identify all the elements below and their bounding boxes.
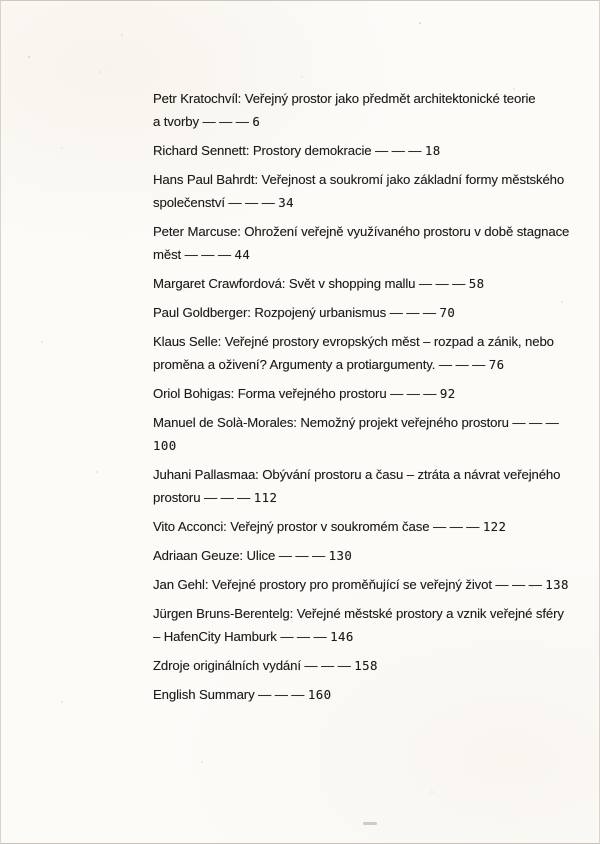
toc-line-text: Richard Sennett: Prostory demokracie — — — [153, 143, 425, 158]
page-number: 44 [234, 247, 251, 262]
toc-line [153, 602, 573, 625]
toc-line-text: Adriaan Geuze: Ulice — — — [153, 548, 329, 563]
toc-line-text: společenství — — — [153, 195, 279, 210]
toc-line [153, 434, 573, 457]
toc-line [153, 301, 573, 324]
page-number: 100 [153, 438, 177, 453]
page-number: 6 [252, 114, 261, 129]
toc-line-text: Petr Kratochvíl: Veřejný prostor jako předmět architektonické teorie [153, 91, 536, 106]
toc-entry [153, 515, 573, 538]
page-number: 76 [488, 357, 505, 372]
toc-entry [153, 87, 573, 133]
toc-line-text: Paul Goldberger: Rozpojený urbanismus — — — [153, 305, 440, 320]
toc-entry [153, 220, 573, 266]
toc-line [153, 654, 573, 677]
toc-line-text: Vito Acconci: Veřejný prostor v soukromém čase — — — [153, 519, 483, 534]
scan-smudge [363, 822, 377, 825]
toc-line [153, 544, 573, 567]
page-number: 138 [545, 577, 569, 592]
toc-line [153, 573, 573, 596]
page-number: 58 [468, 276, 485, 291]
toc-entry [153, 301, 573, 324]
page-number: 146 [330, 629, 354, 644]
page-number: 112 [253, 490, 278, 505]
toc-line-text: English Summary — — — [153, 687, 308, 702]
toc-entry [153, 168, 573, 214]
toc-line [153, 110, 573, 133]
toc-line [153, 411, 573, 434]
toc-line-text: měst — — — [153, 247, 235, 262]
toc-line-text: Margaret Crawfordová: Svět v shopping mallu — — — [153, 276, 469, 291]
page-number: 34 [278, 195, 294, 210]
toc-line-text: Jürgen Bruns-Berentelg: Veřejné městské prostory a vznik veřejné sféry [153, 606, 564, 621]
toc-line [153, 353, 573, 376]
toc-line [153, 272, 573, 295]
toc-entry [153, 411, 573, 457]
toc-line [153, 191, 573, 214]
toc-line-text: Oriol Bohigas: Forma veřejného prostoru — — — [153, 386, 440, 401]
toc-line [153, 683, 573, 706]
toc-line [153, 382, 573, 405]
toc-entry [153, 272, 573, 295]
toc-entry [153, 330, 573, 376]
paper-speckles [1, 1, 3, 3]
toc-line-text: Peter Marcuse: Ohrožení veřejně využívaného prostoru v době stagnace [153, 224, 570, 239]
page-number: 70 [439, 305, 456, 320]
toc-entry [153, 139, 573, 162]
toc-line-text: Manuel de Solà-Morales: Nemožný projekt veřejného prostoru — — — [153, 415, 559, 430]
toc-entry [153, 544, 573, 567]
toc-entry [153, 654, 573, 677]
toc-entry [153, 602, 573, 648]
toc-line [153, 625, 573, 648]
page-number: 160 [307, 687, 332, 702]
table-of-contents [153, 87, 573, 712]
page-number: 92 [439, 386, 456, 401]
page-number: 122 [482, 519, 507, 534]
toc-entry [153, 382, 573, 405]
toc-line-text: Juhani Pallasmaa: Obývání prostoru a času – ztráta a návrat veřejného [153, 467, 561, 482]
toc-line [153, 486, 573, 509]
toc-line-text: Jan Gehl: Veřejné prostory pro proměňující se veřejný život — — — [153, 577, 546, 592]
page-number: 158 [354, 658, 378, 673]
toc-line [153, 515, 573, 538]
page-number: 130 [328, 548, 353, 563]
toc-line [153, 168, 573, 191]
toc-line-text: – HafenCity Hamburk — — — [153, 629, 331, 644]
toc-line-text: prostoru — — — [153, 490, 254, 505]
toc-entry [153, 573, 573, 596]
toc-line [153, 139, 573, 162]
toc-entry [153, 683, 573, 706]
toc-line-text: a tvorby — — — [153, 114, 253, 129]
toc-line [153, 220, 573, 243]
toc-line [153, 87, 573, 110]
toc-line-text: Zdroje originálních vydání — — — [153, 658, 355, 673]
toc-entry [153, 463, 573, 509]
toc-line [153, 463, 573, 486]
toc-line [153, 330, 573, 353]
page-number: 18 [424, 143, 441, 158]
toc-line [153, 243, 573, 266]
toc-line-text: Klaus Selle: Veřejné prostory evropských měst – rozpad a zánik, nebo [153, 334, 554, 349]
toc-line-text: Hans Paul Bahrdt: Veřejnost a soukromí jako základní formy městského [153, 172, 565, 187]
toc-line-text: proměna a oživení? Argumenty a protiargumenty. — — — [153, 357, 489, 372]
